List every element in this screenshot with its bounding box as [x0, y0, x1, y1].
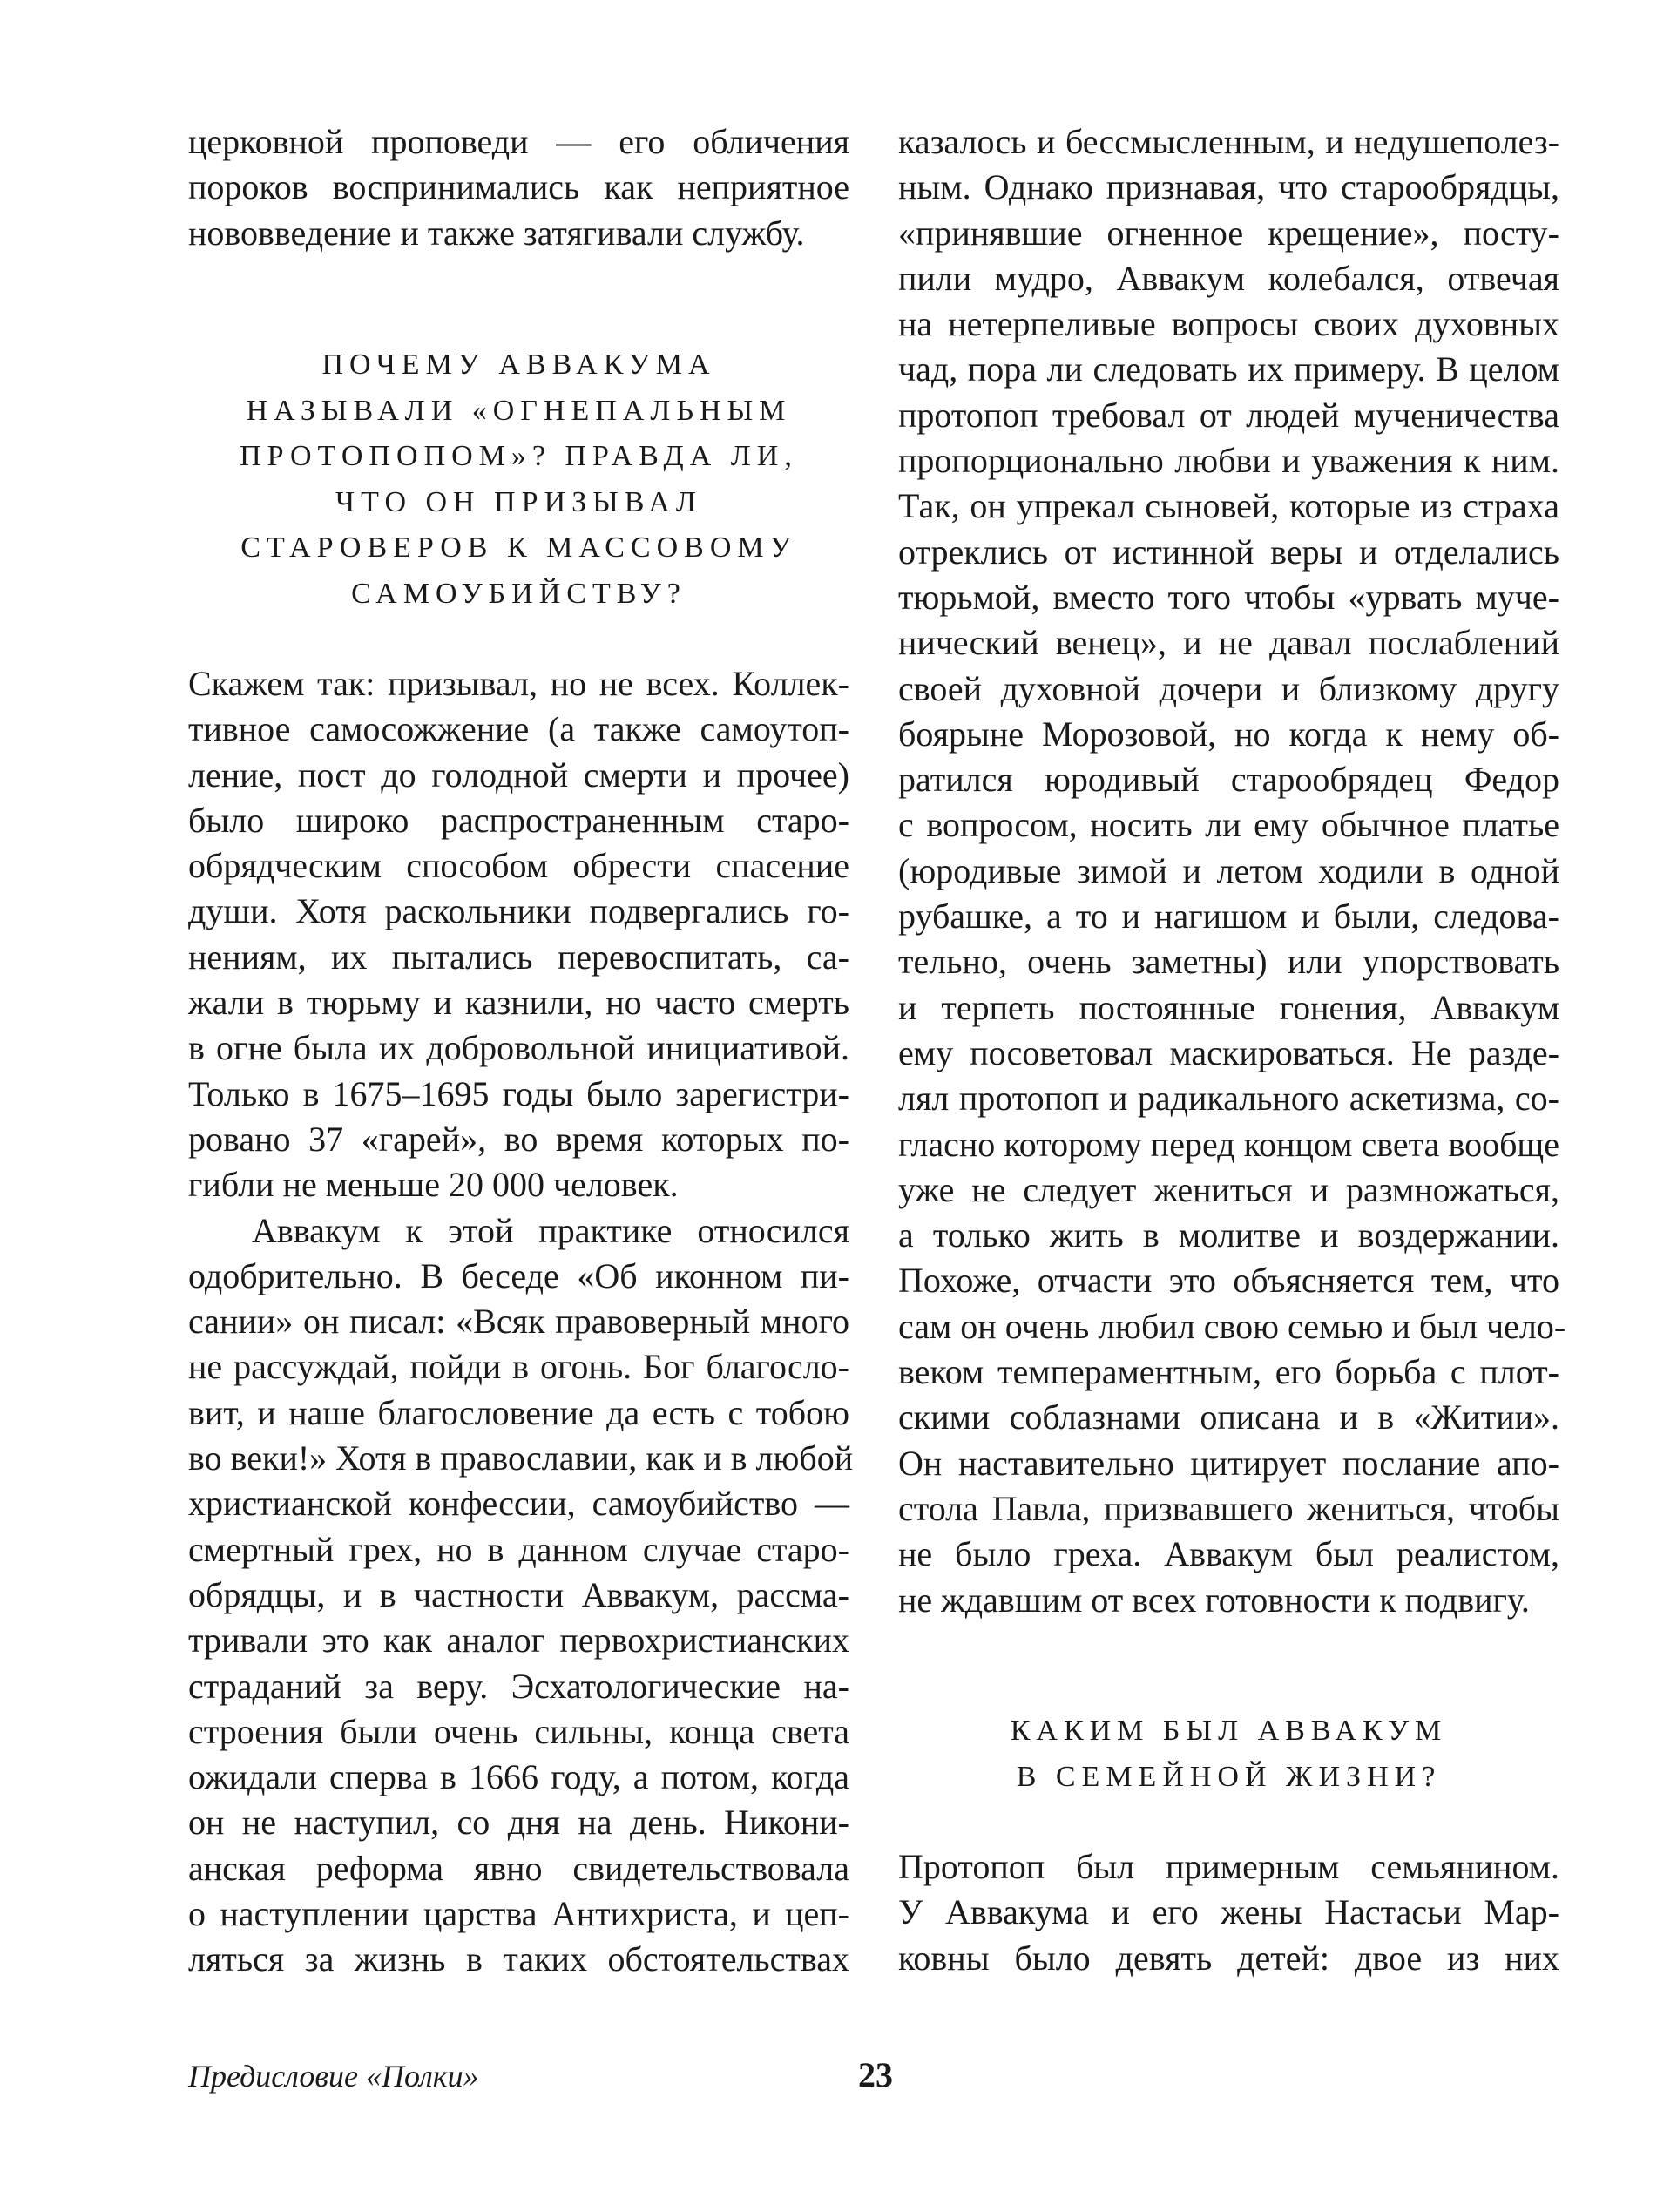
text-line: нововведение и также затягивали службу. [188, 213, 805, 253]
text-line: тривали это как аналог первохристианских [188, 1620, 849, 1661]
text-line: ратился юродивый старообрядец Федор [898, 760, 1559, 800]
text-line: «принявшие огненное крещение», посту- [898, 213, 1559, 253]
heading-line: В СЕМЕЙНОЙ ЖИЗНИ? [1016, 1760, 1442, 1793]
heading-line: НАЗЫВАЛИ «ОГНЕПАЛЬНЫМ [246, 394, 792, 427]
text-line: чад, пора ли следовать их примеру. В целом [898, 349, 1559, 389]
text-line: ляться за жизнь в таких обстоятельствах [188, 1939, 849, 1979]
text-line: У Аввакума и его жены Настасьи Мар- [898, 1892, 1559, 1932]
text-line: гласно которому перед концом света вообще [898, 1124, 1559, 1164]
text-line: жали в тюрьму и казнили, но часто смерть [188, 983, 849, 1023]
heading-line: ПРОТОПОПОМ»? ПРАВДА ЛИ, [240, 440, 798, 473]
text-line: не было греха. Аввакум был реалистом, [898, 1534, 1559, 1574]
text-line: вит, и наше благословение да есть с тобою [188, 1392, 849, 1432]
text-line: ожидали сперва в 1666 году, а потом, когда [188, 1757, 849, 1797]
text-line: было широко распространенным старо- [188, 800, 849, 840]
text-line: не ждавшим от всех готовности к подвигу. [898, 1580, 1530, 1620]
text-line: нический венец», и не давал послаблений [898, 623, 1559, 663]
page-number: 23 [858, 2055, 893, 2094]
text-line: одобрительно. В беседе «Об иконном пи- [188, 1255, 849, 1295]
text-line: тюрьмой, вместо того чтобы «урвать муче- [898, 577, 1559, 617]
text-line: на нетерпеливые вопросы своих духовных [898, 304, 1559, 344]
text-line: во веки!» Хотя в православии, как и в любой [188, 1438, 854, 1478]
text-line: пороков воспринимались как неприятное [188, 167, 849, 207]
intro-paragraph [188, 119, 849, 256]
text-line: он не наступил, со дня на день. Никони- [188, 1803, 849, 1843]
running-footer-title: Предисловие «Полки» [188, 2059, 479, 2094]
text-line: боярыне Морозовой, но когда к нему об- [898, 714, 1559, 754]
text-line: ковны было девять детей: двое из них [898, 1938, 1559, 1978]
text-line: ным. Однако признавая, что старообрядцы, [898, 167, 1559, 207]
text-line: обрядческим способом обрести спасение [188, 846, 849, 886]
text-line: строения были очень сильны, конца света [188, 1711, 849, 1751]
text-line: ровано 37 «гарей», во время которых по- [188, 1119, 849, 1159]
text-line: и терпеть постоянные гонения, Аввакум [898, 987, 1559, 1027]
paragraph-avvakum-approval [188, 1208, 854, 1983]
text-line: с вопросом, носить ли ему обычное платье [898, 805, 1559, 845]
text-line: сании» он писал: «Всяк правоверный много [188, 1302, 849, 1342]
section-heading-fire-protopope [188, 342, 849, 618]
text-line: своей духовной дочери и близкому другу [898, 668, 1559, 708]
text-line: (юродивые зимой и летом ходили в одной [898, 850, 1559, 890]
text-line: Похоже, отчасти это объясняется тем, что [898, 1261, 1559, 1301]
text-line: Скажем так: призывал, но не всех. Коллек- [188, 664, 849, 703]
text-line: пили мудро, Аввакум колебался, отвечая [898, 258, 1559, 298]
text-line: гибли не меньше 20 000 человек. [188, 1165, 679, 1205]
text-line: уже не следует жениться и размножаться, [898, 1169, 1559, 1209]
text-line: лял протопоп и радикального аскетизма, со- [898, 1079, 1559, 1119]
text-line: в огне была их добровольной инициативой. [188, 1028, 849, 1068]
text-line: о наступлении царства Антихриста, и цеп- [188, 1894, 849, 1934]
text-line: протопоп требовал от людей мученичества [898, 395, 1559, 435]
text-line: отреклись от истинной веры и отделались [898, 531, 1559, 572]
text-line: ление, пост до голодной смерти и прочее) [188, 754, 849, 795]
text-line: христианской конфессии, самоубийство — [188, 1484, 849, 1524]
text-line: а только жить в молитве и воздержании. [898, 1215, 1559, 1255]
text-line: веком темпераментным, его борьба с плот- [898, 1352, 1559, 1392]
text-line: Так, он упрекал сыновей, которые из страха [898, 486, 1559, 526]
text-line: церковной проповеди — его обличения [188, 122, 849, 161]
text-line: пропорционально любви и уважения к ним. [898, 441, 1559, 481]
text-line: Протопоп был примерным семьянином. [898, 1847, 1559, 1886]
text-line: обрядцы, и в частности Аввакум, рассма- [188, 1574, 849, 1614]
text-line: Он наставительно цитирует послание апо- [898, 1443, 1559, 1483]
section-heading-family-life [898, 1708, 1559, 1800]
text-line: тельно, очень заметны) или упорствовать [898, 942, 1559, 982]
text-line: не рассуждай, пойди в огонь. Бог благосло- [188, 1347, 849, 1387]
text-line: стола Павла, призвавшего жениться, чтобы [898, 1488, 1559, 1528]
text-line: смертный грех, но в данном случае старо- [188, 1529, 849, 1569]
text-line: нениям, их пытались перевоспитать, са- [188, 937, 849, 977]
text-line: анская реформа явно свидетельствовала [188, 1848, 849, 1888]
text-line: тивное самосожжение (а также самоутоп- [188, 709, 849, 749]
text-line: рубашке, а то и нагишом и были, следова- [898, 896, 1559, 937]
paragraph-self-immolation [188, 661, 849, 1208]
text-line: Аввакум к этой практике относился [252, 1210, 849, 1250]
paragraph-martyrdom [898, 119, 1566, 1623]
text-line: сам он очень любил свою семью и был чело- [898, 1306, 1566, 1346]
text-line: казалось и бессмысленным, и недушеполез- [898, 122, 1559, 161]
text-line: ему посоветовал маскироваться. Не разде- [898, 1032, 1559, 1072]
heading-line: СТАРОВЕРОВ К МАССОВОМУ [240, 531, 797, 565]
text-line: Только в 1675–1695 годы было зарегистри- [188, 1073, 849, 1113]
paragraph-family [898, 1844, 1559, 1981]
heading-line: КАКИМ БЫЛ АВВАКУМ [1010, 1715, 1448, 1747]
heading-line: САМОУБИЙСТВУ? [351, 577, 686, 610]
text-line: скими соблазнами описана и в «Житии». [898, 1397, 1559, 1437]
text-line: страданий за веру. Эсхатологические на- [188, 1666, 849, 1706]
text-line: души. Хотя раскольники подвергались го- [188, 891, 849, 931]
heading-line: ЧТО ОН ПРИЗЫВАЛ [335, 485, 702, 518]
heading-line: ПОЧЕМУ АВВАКУМА [321, 348, 716, 381]
